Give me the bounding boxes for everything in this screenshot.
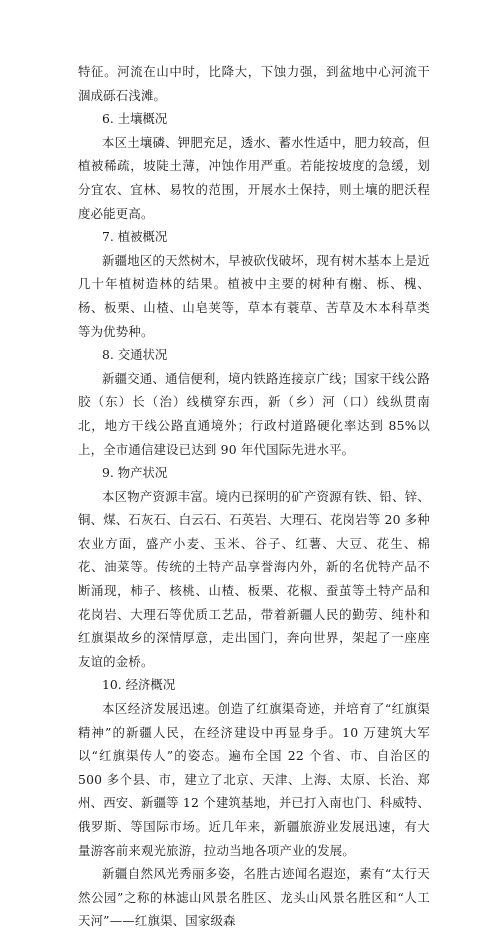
paragraph-economy: 本区经济发展迅速。创造了红旗渠奇迹，并培育了“红旗渠精神”的新疆人民，在经济建设中再显身手。10 万建筑大军以“红旗渠传人”的姿态。遍布全国 22 个省、市、自治区的 500 多个县、市，建立了北京、天津、上海、太原、长治、郑州、西安、新疆等 12 个建筑基地，并已打入南也门、科威特、俄罗斯、等国际市场。近几年来，新疆旅游业发展迅速，有大量游客前来观光旅游，拉动当地各项产业的发展。 [78, 701, 430, 858]
paragraph-continuation: 特征。河流在山中时，比降大，下蚀力强，到盆地中心河流干涸成砾石浅滩。 [78, 64, 430, 103]
paragraph-vegetation: 新疆地区的天然树木，早被砍伐破坏，现有树木基本上是近几十年植树造林的结果。植被中主要的树种有榭、栎、槐、杨、板栗、山楂、山皂荚等，草本有蓑草、苦草及木本科草类等为优势种。 [78, 252, 430, 339]
section-heading-economy: 10. 经济概况 [102, 677, 176, 693]
paragraph-soil: 本区土壤磷、钾肥充足，透水、蓄水性适中，肥力较高，但植被稀疏，坡陡土薄，冲蚀作用严重。若能按坡度的急缓，划分宜农、宜林、易牧的范围，开展水土保持，则土壤的肥沃程度必能更高。 [78, 134, 430, 221]
section-heading-vegetation: 7. 植被概况 [102, 229, 168, 245]
section-heading-soil: 6. 土壤概况 [102, 111, 168, 127]
section-heading-products: 9. 物产状况 [102, 465, 168, 481]
paragraph-scenery: 新疆自然风光秀丽多姿，名胜古迹闻名遐迩，素有“太行天然公园”之称的林滤山风景名胜区、龙头山风景名胜区和“人工天河”——红旗渠、国家级森 [78, 866, 430, 929]
paragraph-products: 本区物产资源丰富。境内已探明的矿产资源有铁、铅、锌、铜、煤、石灰石、白云石、石英岩、大理石、花岗岩等 20 多种农业方面，盛产小麦、玉米、谷子、红薯、大豆、花生、棉花、油菜等。传统的土特产品享誉海内外，新的名优特产品不断涌现，柿子、核桃、山楂、板栗、花椒、蚕茧等土特产品和花岗岩、大理石等优质工艺品，带着新疆人民的勤劳、纯朴和红旗渠故乡的深情厚意，走出国门，奔向世界，架起了一座座友谊的金桥。 [78, 488, 430, 669]
paragraph-transport: 新疆交通、通信便利，境内铁路连接京广线；国家干线公路胶（东）长（治）线横穿东西，新（乡）河（口）线纵贯南北，地方干线公路直通境外；行政村道路硬化率达到 85%以上，全市通信建设已达到 90 年代国际先进水平。 [78, 370, 430, 457]
section-heading-transport: 8. 交通状况 [102, 347, 168, 363]
document-page [78, 60, 430, 933]
